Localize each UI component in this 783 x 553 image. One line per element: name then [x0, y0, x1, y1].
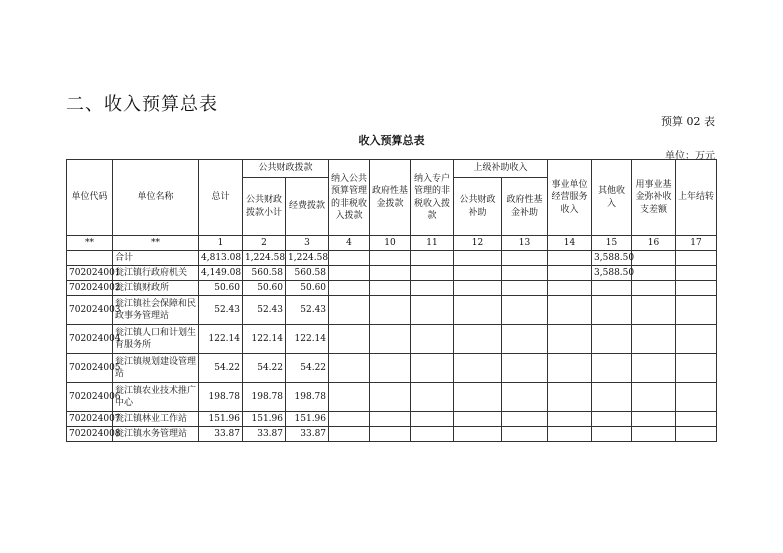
col-number: 13 [502, 236, 548, 251]
other-income-cell [592, 427, 632, 442]
header-superior-subsidy: 上级补助收入 [454, 160, 548, 178]
pf-operating-cell: 198.78 [286, 383, 329, 412]
header-gov-fund: 政府性基金拨款 [370, 160, 411, 236]
pf-subtotal-cell: 560.58 [243, 266, 286, 281]
pf-operating-cell: 122.14 [286, 325, 329, 354]
section-title: 二、收入预算总表 [66, 94, 218, 115]
unit-name-cell: 瓮江镇行政府机关 [113, 266, 199, 281]
unit-label: 单位：万元 [665, 151, 715, 162]
header-reserve-fund: 用事业基金弥补收支差额 [632, 160, 676, 236]
unit-code-cell: 702024004 [67, 325, 113, 354]
unit-name-cell: 合计 [113, 251, 199, 266]
unit-code-cell: 702024008 [67, 427, 113, 442]
form-code: 预算 02 表 [661, 115, 715, 128]
table-row [67, 383, 717, 412]
pf-subtotal-cell: 1,224.58 [243, 251, 286, 266]
col-number: 14 [548, 236, 592, 251]
header-ss-gov-fund: 政府性基金补助 [502, 178, 548, 236]
col-number: 16 [632, 236, 676, 251]
total-cell: 198.78 [199, 383, 243, 412]
total-cell: 33.87 [199, 427, 243, 442]
header-public-fiscal: 公共财政拨款 [243, 160, 329, 178]
unit-code-cell: 702024003 [67, 296, 113, 325]
table-row [67, 412, 717, 427]
pf-subtotal-cell: 33.87 [243, 427, 286, 442]
other-income-cell [592, 354, 632, 383]
col-number: 3 [286, 236, 329, 251]
pf-subtotal-cell: 54.22 [243, 354, 286, 383]
col-number: 1 [199, 236, 243, 251]
other-income-cell [592, 296, 632, 325]
total-cell: 52.43 [199, 296, 243, 325]
header-total: 总计 [199, 160, 243, 236]
header-unit-name: 单位名称 [113, 160, 199, 236]
col-number: 2 [243, 236, 286, 251]
pf-operating-cell: 50.60 [286, 281, 329, 296]
header-special-nontax: 纳入专户管理的非税收入拨款 [411, 160, 454, 236]
pf-subtotal-cell: 52.43 [243, 296, 286, 325]
other-income-cell [592, 383, 632, 412]
unit-name-cell: 瓮江镇林业工作站 [113, 412, 199, 427]
total-cell: 4,149.08 [199, 266, 243, 281]
header-pf-subtotal: 公共财政拨款小计 [243, 178, 286, 236]
pf-operating-cell: 52.43 [286, 296, 329, 325]
unit-code-cell: 702024002 [67, 281, 113, 296]
pf-subtotal-cell: 151.96 [243, 412, 286, 427]
table-title: 收入预算总表 [358, 134, 425, 147]
column-number-row [67, 236, 717, 251]
col-number: ** [113, 236, 199, 251]
income-budget-table [66, 159, 717, 442]
total-cell: 151.96 [199, 412, 243, 427]
col-number: 11 [411, 236, 454, 251]
unit-code-cell: 702024007 [67, 412, 113, 427]
other-income-cell [592, 281, 632, 296]
unit-name-cell: 瓮江镇人口和计划生育服务所 [113, 325, 199, 354]
table-row [67, 325, 717, 354]
table-row [67, 354, 717, 383]
pf-operating-cell: 33.87 [286, 427, 329, 442]
total-cell: 54.22 [199, 354, 243, 383]
unit-name-cell: 瓮江镇财政所 [113, 281, 199, 296]
col-number: 12 [454, 236, 502, 251]
other-income-cell [592, 325, 632, 354]
table-row [67, 266, 717, 281]
pf-subtotal-cell: 122.14 [243, 325, 286, 354]
total-cell: 4,813.08 [199, 251, 243, 266]
unit-code-cell: 702024006 [67, 383, 113, 412]
total-cell: 122.14 [199, 325, 243, 354]
col-number: 10 [370, 236, 411, 251]
table-row [67, 251, 717, 266]
unit-name-cell: 瓮江镇社会保障和民政事务管理站 [113, 296, 199, 325]
unit-code-cell [67, 251, 113, 266]
unit-code-cell: 702024005 [67, 354, 113, 383]
header-carryover: 上年结转 [676, 160, 717, 236]
pf-operating-cell: 54.22 [286, 354, 329, 383]
col-number: 4 [329, 236, 370, 251]
header-ss-public: 公共财政补助 [454, 178, 502, 236]
total-cell: 50.60 [199, 281, 243, 296]
unit-name-cell: 瓮江镇水务管理站 [113, 427, 199, 442]
other-income-cell [592, 412, 632, 427]
other-income-cell: 3,588.50 [592, 266, 632, 281]
unit-code-cell: 702024001 [67, 266, 113, 281]
col-number: 15 [592, 236, 632, 251]
header-pf-nontax: 纳入公共预算管理的非税收入拨款 [329, 160, 370, 236]
pf-operating-cell: 560.58 [286, 266, 329, 281]
pf-operating-cell: 151.96 [286, 412, 329, 427]
col-number: ** [67, 236, 113, 251]
header-business-income: 事业单位经营服务收入 [548, 160, 592, 236]
header-pf-operating: 经费拨款 [286, 178, 329, 236]
table-row [67, 296, 717, 325]
pf-subtotal-cell: 198.78 [243, 383, 286, 412]
pf-subtotal-cell: 50.60 [243, 281, 286, 296]
unit-name-cell: 瓮江镇农业技术推广中心 [113, 383, 199, 412]
pf-operating-cell: 1,224.58 [286, 251, 329, 266]
col-number: 17 [676, 236, 717, 251]
table-row [67, 427, 717, 442]
header-other-income: 其他收入 [592, 160, 632, 236]
header-unit-code: 单位代码 [67, 160, 113, 236]
table-row [67, 281, 717, 296]
unit-name-cell: 瓮江镇规划建设管理站 [113, 354, 199, 383]
other-income-cell: 3,588.50 [592, 251, 632, 266]
